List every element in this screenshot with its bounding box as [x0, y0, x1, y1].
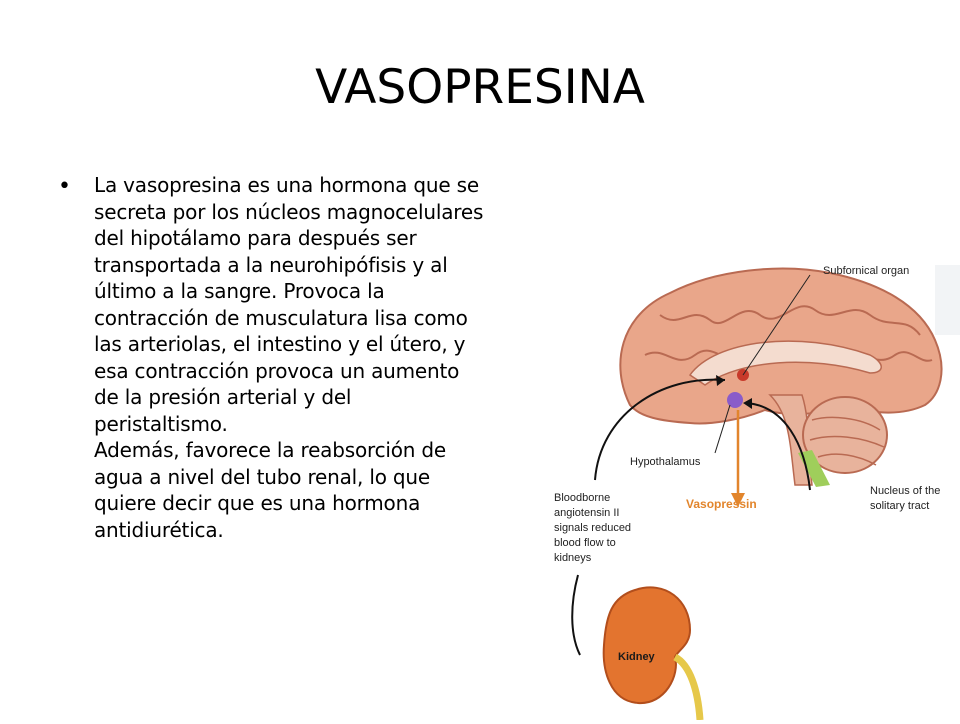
- slide-title: VASOPRESINA: [315, 60, 645, 115]
- label-blood-line1: Bloodborne: [554, 492, 611, 504]
- label-kidney: Kidney: [618, 651, 655, 663]
- label-nucleus-line2: solitary tract: [870, 500, 930, 512]
- diagram-illustration: [540, 245, 960, 720]
- bullet-text: [94, 172, 484, 543]
- label-blood-line2: angiotensin II: [554, 507, 620, 519]
- label-subfornical-organ: Subfornical organ: [823, 265, 910, 277]
- label-blood-line4: blood flow to: [554, 537, 616, 549]
- label-hypothalamus: Hypothalamus: [630, 456, 701, 468]
- label-blood-line5: kidneys: [554, 552, 592, 564]
- label-blood-line3: signals reduced: [554, 522, 632, 534]
- vasopressin-diagram: [540, 245, 960, 720]
- kidney-shape: [604, 587, 690, 703]
- body-paragraph-2: Además, favorece la reabsorción de agua a nivel del tubo renal, lo que quiere decir que es una hormona antidiurética.: [94, 438, 446, 542]
- body-paragraph-1: La vasopresina es una hormona que se secreta por los núcleos magnocelulares del hipotálamo para después ser transportada a la neurohipófisis y al último a la sangre. Provoca la contracción de musculatura lisa como las arteriolas, el intestino y el útero, y esa contracción provoca un aumento de la presión arterial y del peristaltismo.: [94, 173, 484, 436]
- label-vasopressin: Vasopressin: [686, 497, 757, 511]
- label-nucleus-line1: Nucleus of the: [870, 485, 941, 497]
- bullet-marker: •: [58, 174, 71, 199]
